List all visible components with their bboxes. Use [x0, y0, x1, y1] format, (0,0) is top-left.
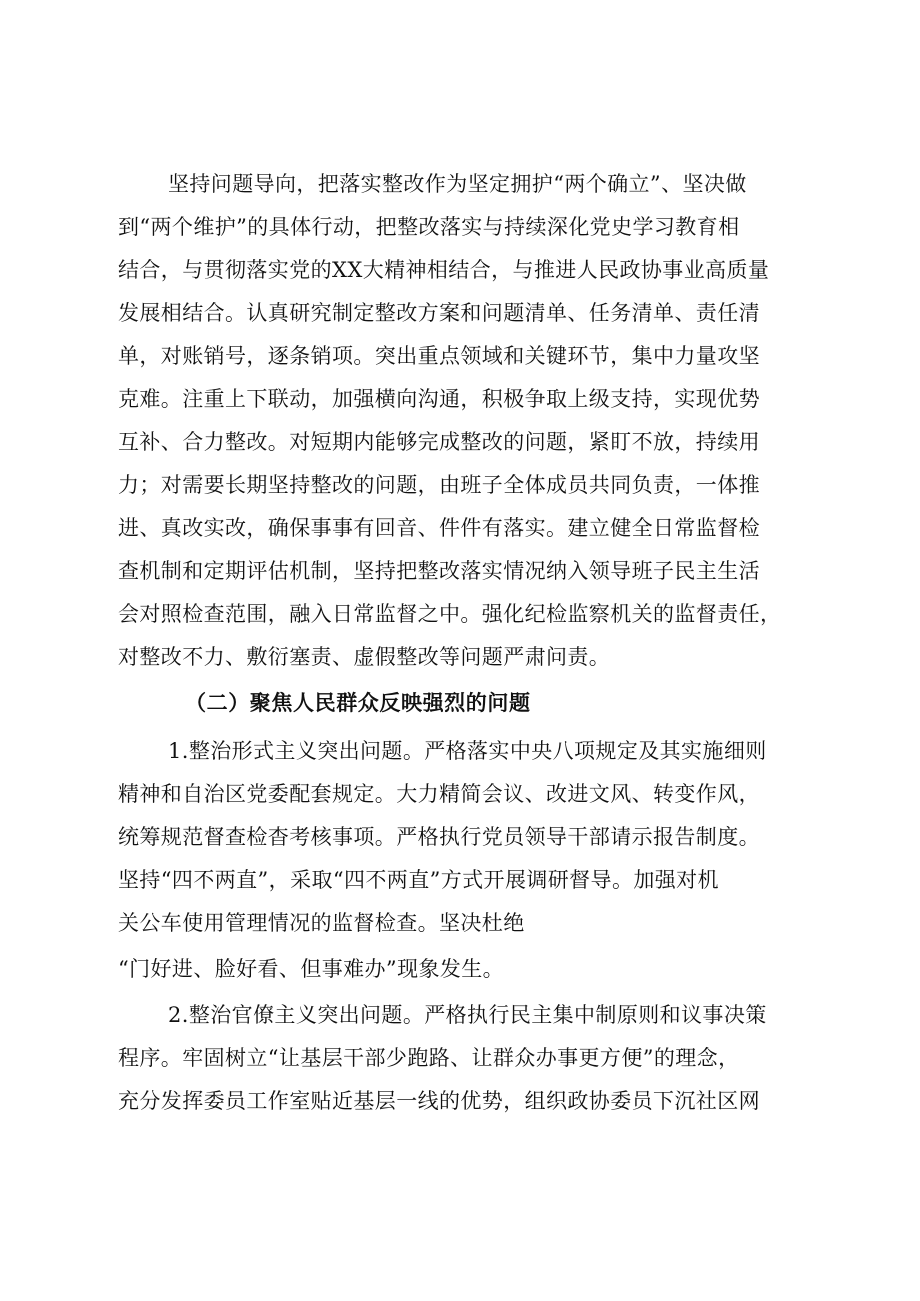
- paragraph-1-line-12: 对整改不力、敷衍塞责、虚假整改等问题严肃问责。: [118, 645, 611, 669]
- item-1-line-3: 统筹规范督查检杳考核事项。严格执行党员领导干部请示报告制度。: [118, 825, 760, 849]
- paragraph-1-line-3: 结合，与贯彻落实党的XX大精神相结合，与推进人民政协事业高质量: [118, 258, 770, 282]
- item-1-line-5: 关公车使用管理情况的监督检查。坚决杜绝: [118, 911, 525, 935]
- paragraph-1-line-11: 会对照检查范围，融入日常监督之中。强化纪检监察机关的监督责任，: [118, 602, 782, 626]
- item-1-line-2: 精神和自治区党委配套规定。大力精简会议、改进文风、转变作风，: [118, 782, 760, 806]
- paragraph-1-line-5: 单，对账销号，逐条销项。突出重点领域和关键环节，集中力量攻坚: [118, 344, 760, 368]
- paragraph-1-line-9: 进、真改实改，确保事事有回音、件件有落实。建立健全日常监督检: [118, 516, 760, 540]
- paragraph-1-line-1: 坚持问题导向，把落实整改作为坚定拥护“两个确立”、坚决做: [168, 172, 747, 196]
- item-1-line-6: “门好进、脸好看、但事难办”现象发生。: [118, 957, 505, 981]
- paragraph-1-line-7: 互补、合力整改。对短期内能够完成整改的问题，紧盯不放，持续用: [118, 430, 760, 454]
- item-2-line-1: 2.整治官僚主义突出问题。严格执行民主集中制原则和议事决策: [168, 1003, 767, 1027]
- paragraph-1-line-10: 查机制和定期评估机制，坚持把整改落实情况纳入领导班子民主生活: [118, 559, 760, 583]
- item-1-line-1: 1.整治形式主义突出问题。严格落实中央八项规定及其实施细则: [168, 739, 767, 763]
- item-2-line-2: 程序。牢固树立“让基层干部少跑路、让群众办事更方便”的理念，: [118, 1046, 740, 1070]
- item-2-line-3: 充分发挥委员工作室贴近基层一线的优势，组织政协委员下沉社区网: [118, 1089, 760, 1113]
- paragraph-1-line-4: 发展相结合。认真研究制定整改方案和问题清单、任务清单、责任清: [118, 301, 760, 325]
- item-1-line-4: 坚持“四不两直”，采取“四不两直”方式开展调研督导。加强对机: [118, 868, 719, 892]
- paragraph-1-line-6: 克难。注重上下联动，加强横向沟通，积极争取上级支持，实现优势: [118, 387, 760, 411]
- paragraph-1-line-8: 力；对需要长期坚持整改的问题，由班子全体成员共同负责，一体推: [118, 473, 760, 497]
- section-heading: （二）聚焦人民群众反映强烈的问题: [185, 690, 531, 715]
- paragraph-1-line-2: 到“两个维护”的具体行动，把整改落实与持续深化党史学习教育相: [118, 215, 740, 239]
